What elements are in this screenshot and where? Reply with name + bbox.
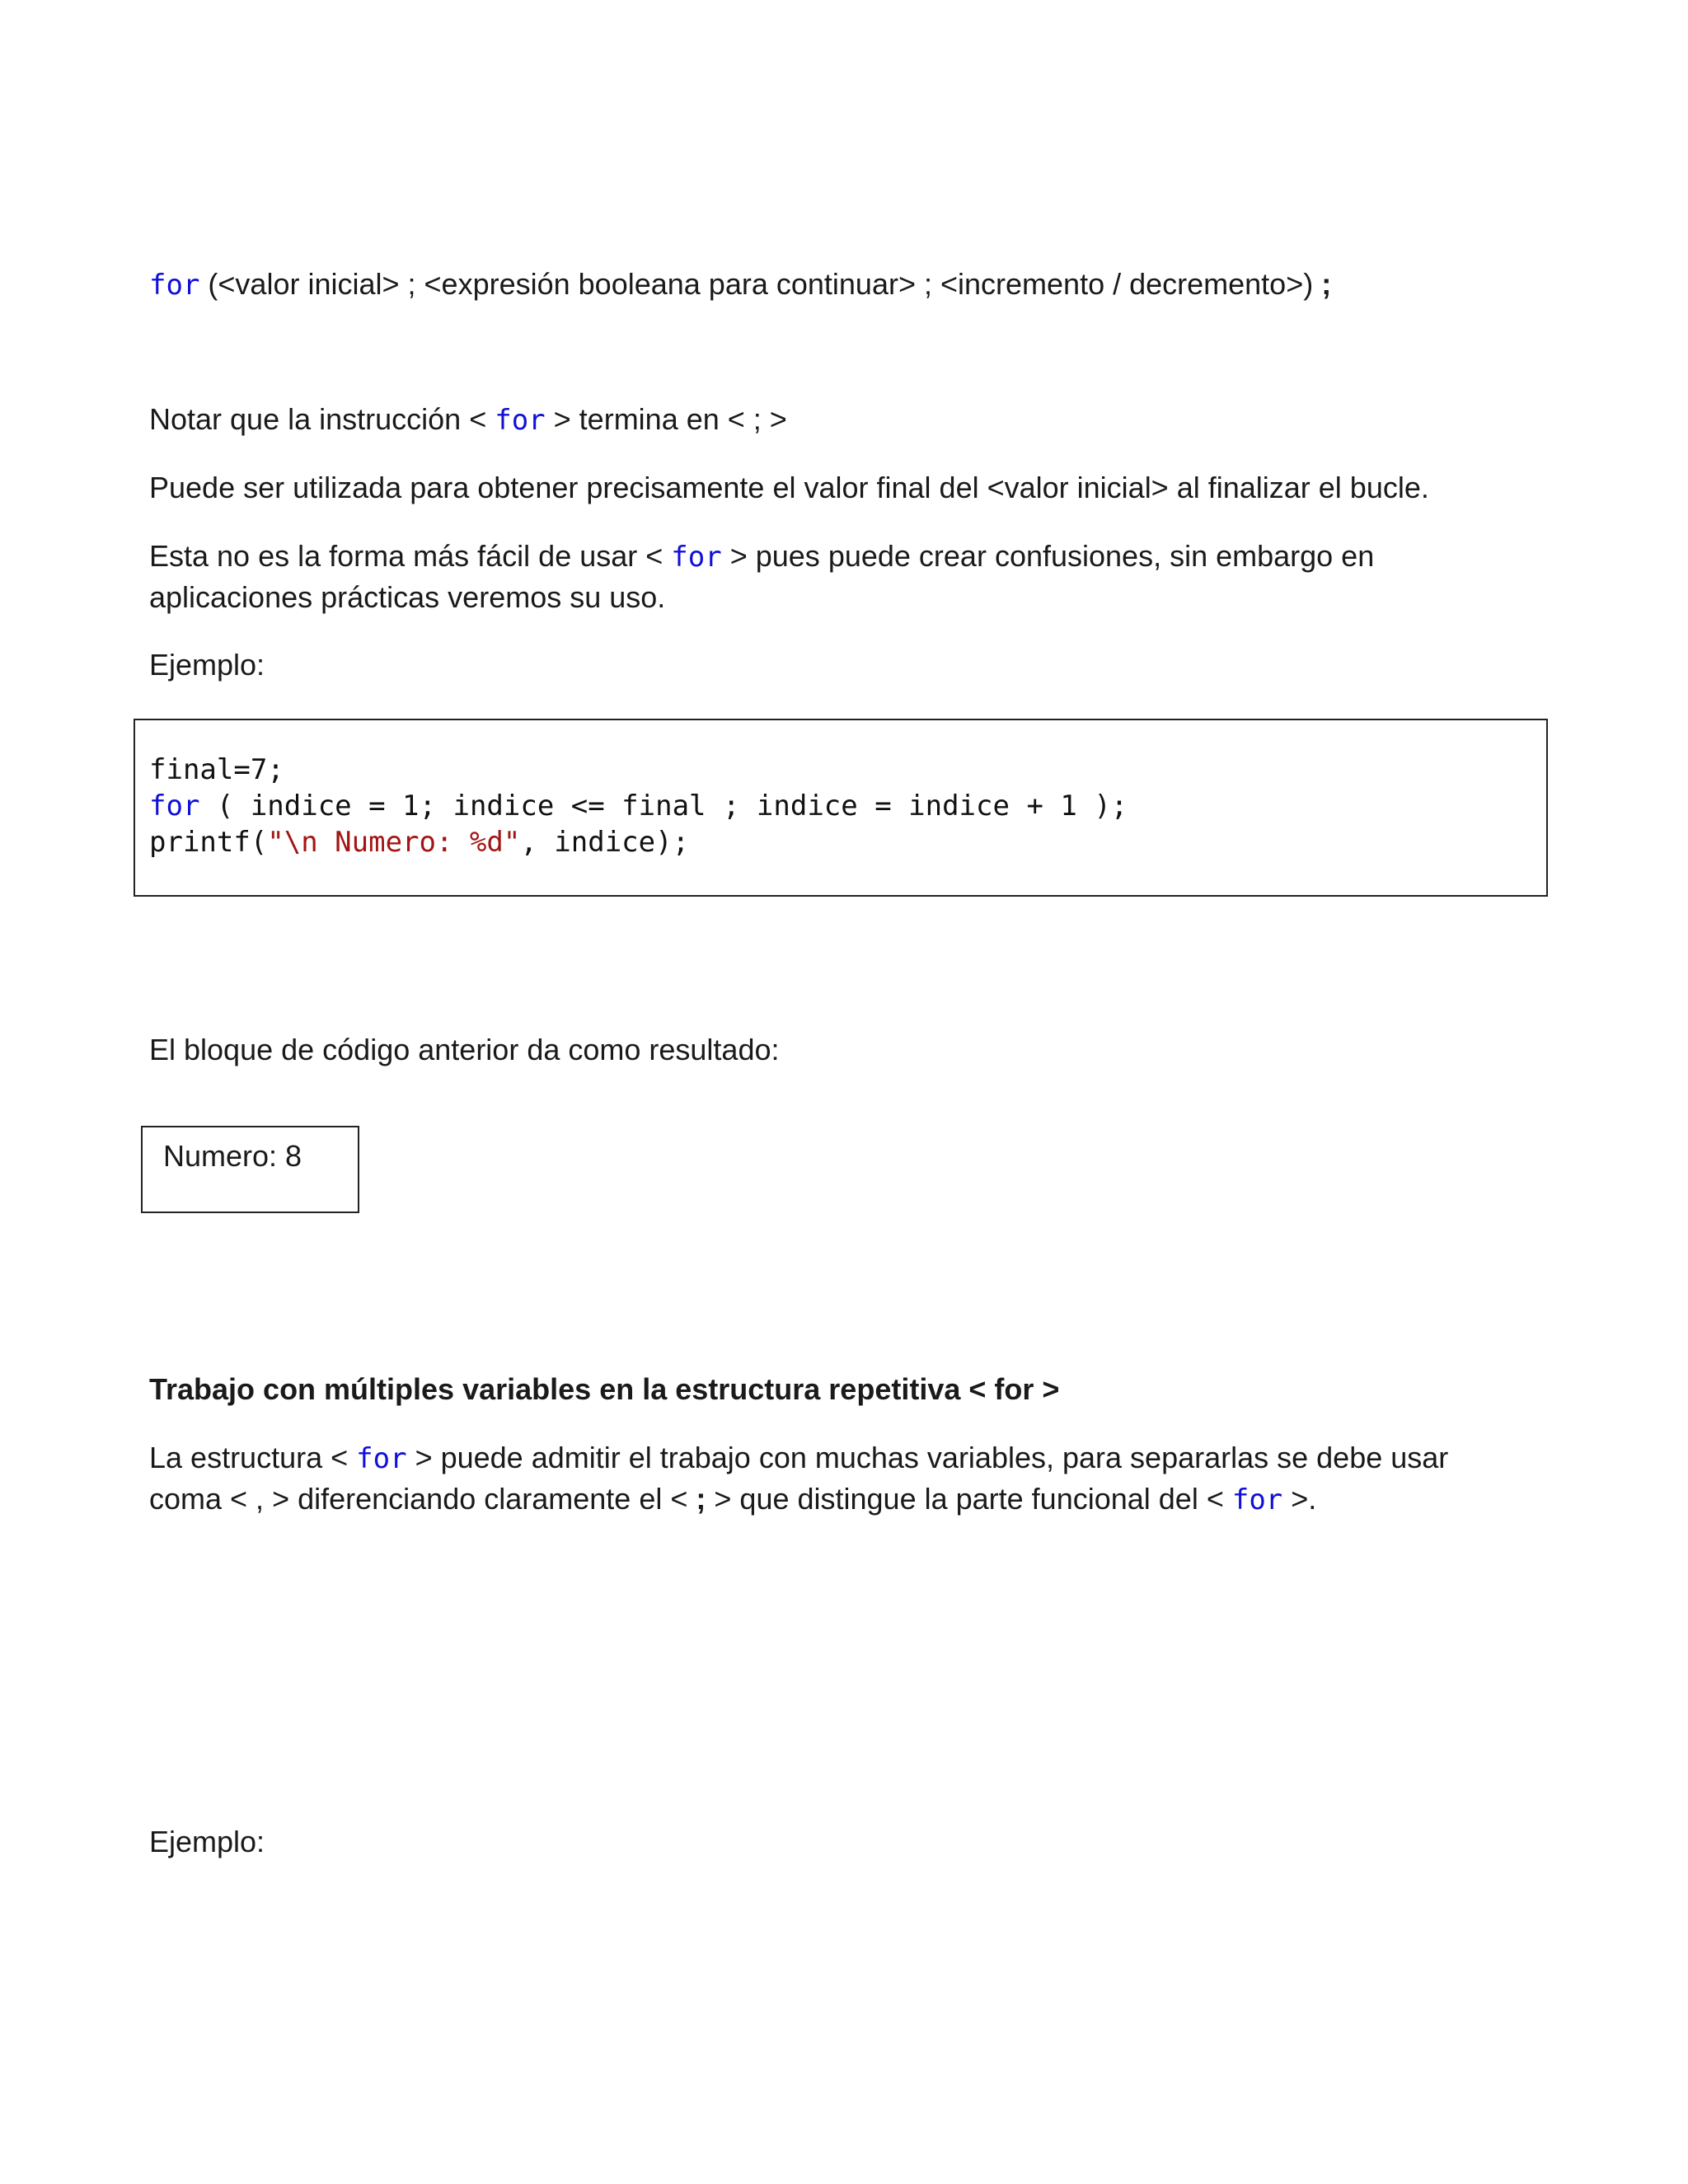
for-syntax-line bbox=[149, 264, 1331, 306]
code-line-3 bbox=[149, 824, 689, 860]
example-label: Ejemplo: bbox=[149, 648, 265, 682]
paragraph-multiple-variables-line-1 bbox=[149, 1437, 1448, 1479]
code-line-1: final=7; bbox=[149, 753, 284, 786]
for-syntax-text: (<valor inicial> ; <expresión booleana para continuar> ; <incremento / decremento>) bbox=[199, 267, 1322, 301]
code-printf-suffix: , indice); bbox=[520, 826, 690, 859]
for-syntax-terminator: ; bbox=[1321, 267, 1332, 301]
code-string-literal: "\n Numero: %d" bbox=[267, 826, 521, 859]
for-keyword: for bbox=[356, 1442, 407, 1475]
code-printf-prefix: printf( bbox=[149, 826, 268, 859]
paragraph-confusion-suffix: > pues puede crear confusiones, sin embargo en bbox=[721, 539, 1375, 573]
note-line bbox=[149, 399, 787, 441]
for-keyword: for bbox=[495, 404, 546, 437]
for-keyword: for bbox=[149, 269, 200, 302]
paragraph-confusion-prefix: Esta no es la forma más fácil de usar < bbox=[149, 539, 672, 573]
code-line-2 bbox=[149, 788, 1128, 824]
section-heading: Trabajo con múltiples variables en la estructura repetitiva < for > bbox=[149, 1372, 1060, 1406]
multi-var-suffix: > puede admitir el trabajo con muchas variables, para separarlas se debe usar bbox=[406, 1441, 1449, 1474]
multi-var-line2-prefix: coma < , > diferenciando claramente el < bbox=[149, 1482, 696, 1516]
multi-var-line2-mid: > que distingue la parte funcional del < bbox=[706, 1482, 1232, 1516]
result-label: El bloque de código anterior da como resultado: bbox=[149, 1033, 780, 1066]
code-line-2-rest: ( indice = 1; indice <= final ; indice = indice + 1 ); bbox=[199, 790, 1128, 823]
semicolon-bold: ; bbox=[696, 1482, 706, 1516]
for-keyword: for bbox=[1231, 1483, 1283, 1516]
paragraph-confusion-line-1 bbox=[149, 536, 1374, 578]
note-prefix: Notar que la instrucción < bbox=[149, 402, 495, 436]
paragraph-multiple-variables-line-2 bbox=[149, 1479, 1316, 1521]
multi-var-line2-suffix: >. bbox=[1282, 1482, 1317, 1516]
for-keyword: for bbox=[671, 541, 722, 574]
for-keyword: for bbox=[149, 790, 200, 823]
example-label: Ejemplo: bbox=[149, 1825, 265, 1858]
paragraph-confusion-line-2: aplicaciones prácticas veremos su uso. bbox=[149, 580, 666, 614]
multi-var-prefix: La estructura < bbox=[149, 1441, 357, 1474]
output-text: Numero: 8 bbox=[163, 1139, 302, 1173]
note-suffix: > termina en < ; > bbox=[545, 402, 787, 436]
paragraph-final-value: Puede ser utilizada para obtener precisamente el valor final del <valor inicial> al finalizar el bucle. bbox=[149, 471, 1429, 504]
